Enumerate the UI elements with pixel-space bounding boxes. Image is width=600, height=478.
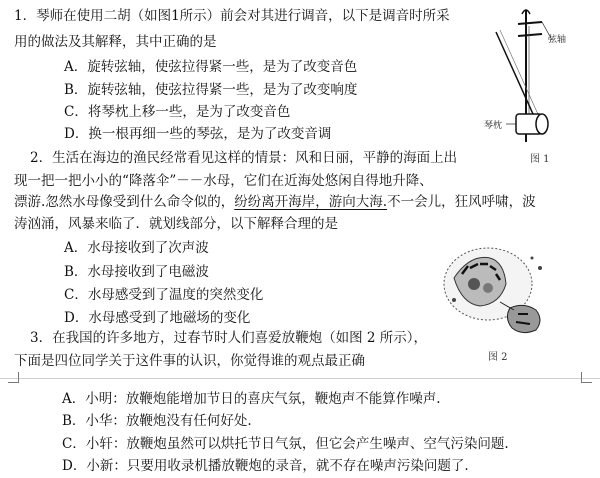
- q3-option-a: A．小明：放鞭炮能增加节日的喜庆气氛，鞭炮声不能算作噪声.: [62, 391, 441, 407]
- q2-option-d: D．水母感受到了地磁场的变化: [64, 310, 251, 326]
- q3-option-b: B．小华：放鞭炮没有任何好处.: [62, 413, 252, 429]
- figure2-firecrackers-image: [440, 244, 560, 340]
- q1-option-a: A．旋转弦轴，使弦拉得紧一些，是为了改变音色: [64, 59, 358, 75]
- figure2-caption: 图 2: [488, 352, 508, 363]
- page-break-divider: [0, 378, 600, 381]
- q2-option-b: B．水母接收到了电磁波: [64, 264, 209, 280]
- q3-stem-line2: 下面是四位同学关于这件事的认识，你觉得谁的观点最正确: [14, 353, 365, 369]
- q1-stem-line2: 用的做法及其解释，其中正确的是: [14, 34, 217, 50]
- q3-option-d: D．小新：只要用收录机播放鞭炮的录音，就不存在噪声污染问题了.: [62, 458, 469, 474]
- q2-option-a: A．水母接收到了次声波: [64, 240, 209, 256]
- crop-mark-right: [581, 372, 592, 383]
- figure1-caption: 图 1: [530, 154, 550, 165]
- q1-option-d: D．换一根再细一些的琴弦，是为了改变音调: [64, 126, 332, 142]
- q1-stem-line1: 1．琴师在使用二胡（如图1所示）前会对其进行调音，以下是调音时所采: [14, 8, 450, 24]
- q2-stem-line1: 2．生活在海边的渔民经常看见这样的情景：风和日丽，平静的海面上出: [30, 150, 458, 166]
- q2-stem-line2: 现一把一把小小的“降落伞”－－水母，它们在近海处悠闲自得地升降、: [14, 173, 433, 189]
- q2-stem-line3-plain: 漂游.忽然水母像受到什么命令似的，: [14, 194, 235, 210]
- figure1-label-nut: 琴枕: [484, 121, 503, 131]
- figure1-label-string-peg: 弦轴: [548, 35, 567, 45]
- q2-stem-line3: [14, 194, 536, 211]
- q1-option-b: B．旋转弦轴，使弦拉得紧一些，是为了改变响度: [64, 82, 358, 98]
- q2-stem-line3-rest: 不一会儿，狂风呼啸，波: [387, 194, 536, 210]
- q3-option-c: C．小轩：放鞭炮虽然可以烘托节日气氛，但它会产生噪声、空气污染问题.: [62, 436, 509, 452]
- q1-option-c: C．将琴枕上移一些，是为了改变音色: [64, 104, 291, 120]
- q2-stem-line4: 涛汹涌，风暴来临了．就划线部分，以下解释合理的是: [14, 216, 338, 232]
- q2-underlined-phrase: 纷纷离开海岸，游向大海.: [234, 194, 388, 210]
- q2-option-c: C．水母感受到了温度的突然变化: [64, 287, 264, 303]
- q3-stem-line1: 3．在我国的许多地方，过春节时人们喜爱放鞭炮（如图 2 所示），: [30, 330, 428, 346]
- crop-mark-left: [8, 372, 19, 383]
